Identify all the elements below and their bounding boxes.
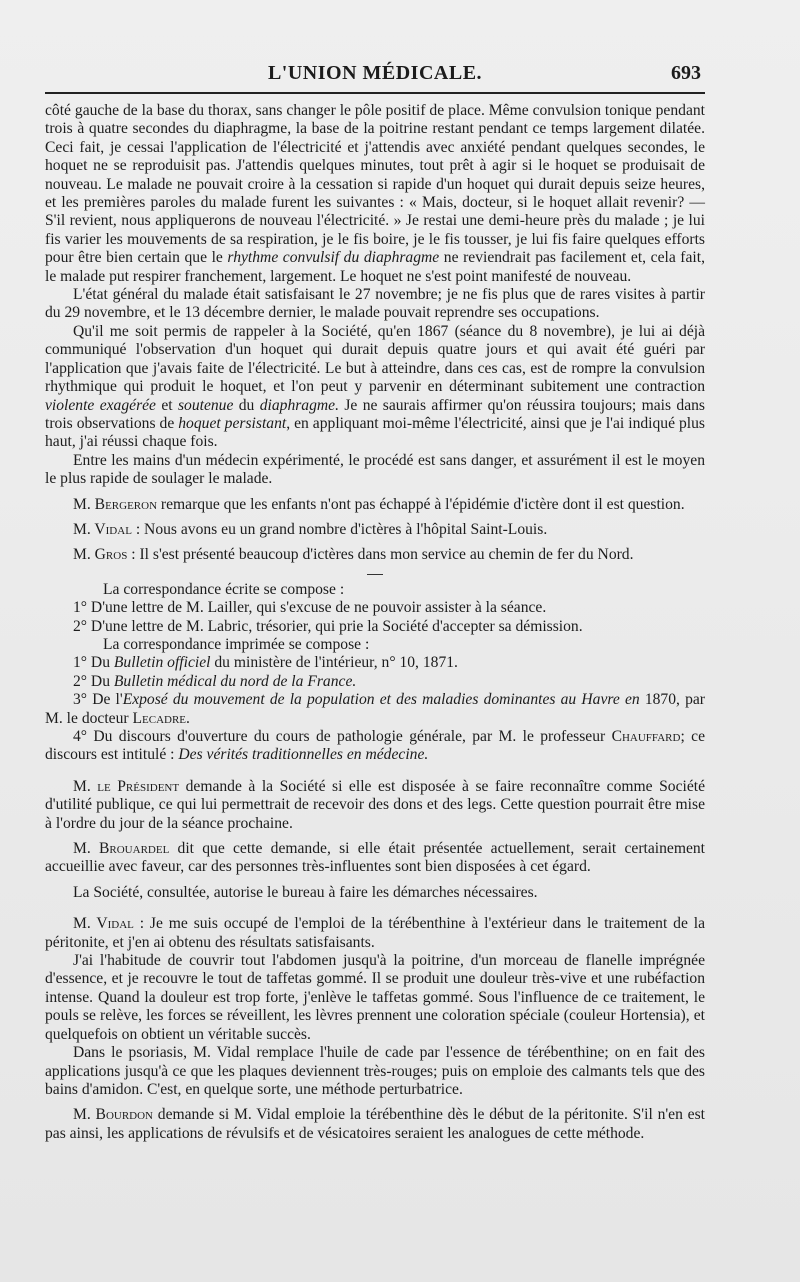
paragraph-text: , en appliquant moi-même l'électricité, ainsi que je l'ai indiqué plus haut, j'ai réussi chaque fois. (45, 414, 705, 451)
remark-text: dit que cette demande, si elle était présentée actuellement, serait certainement accueillie avec faveur, car des personnes très-influentes sont bien disposées à cet égard. (45, 840, 706, 876)
italic-text: violente exagérée (45, 396, 156, 414)
printed-item-2 (45, 673, 705, 691)
remark-text: demande si M. Vidal emploie la térébenthine dès le début de la péritonite. S'il n'en est pas ainsi, les applications de révulsifs et de vésicatoires seraient les analogues de cette méthode. (45, 1106, 705, 1142)
speaker-name: M. Vidal (73, 520, 132, 538)
written-item-1: 1° D'une lettre de M. Lailler, qui s'excuse de ne pouvoir assister à la séance. (73, 599, 547, 617)
paragraph-text: du (233, 396, 260, 414)
italic-text: Bulletin officiel (113, 654, 211, 672)
printed-item-3 (45, 691, 705, 728)
speaker-name: M. Gros (73, 546, 128, 564)
paragraph-text: ne reviendrait pas facilement et, cela fait, le malade put respirer franchement, largement. Le hoquet ne s'est point manifesté de nouveau. (45, 249, 705, 285)
printed-item-4 (45, 728, 705, 765)
paragraph-flannel-method: J'ai l'habitude de couvrir tout l'abdomen jusqu'à la poitrine, d'un morceau de flanelle imprégnée d'essence, et je recouvre le tout de taffetas gommé. Il se produit une douleur très-vive et une rubéfaction intense. Quand la douleur est trop forte, j'enlève le taffetas gommé. Sous l'influence de ce traitement, le pouls se relève, les forces se réveillent, les lèvres prennent une coloration spéciale (couleur Hortensia), et quelquefois on obtient un véritable succès. (45, 952, 705, 1043)
remark-vidal-terebenthine (45, 915, 705, 952)
author-name: Lecadre (132, 709, 187, 727)
item-text: ; ce discours est intitulé : (45, 728, 706, 764)
printed-item-1 (45, 654, 705, 672)
paragraph-psoriasis: Dans le psoriasis, M. Vidal remplace l'huile de cade par l'essence de térébenthine; on en fait des applications jusqu'à ce que les plaques deviennent très-rouges; puis on emploie des calmants tels que des bains d'amidon. C'est, en quelque sorte, une méthode perturbatrice. (45, 1044, 705, 1098)
paragraph-text: Qu'il me soit permis de rappeler à la Société, qu'en 1867 (séance du 8 novembre), je lui ai déjà communiqué l'observation d'un hoquet qui durait depuis quatre jours et qui avait été guéri par l'application que j'avais faite de l'électricité. Le but à atteindre, dans ces cas, est de rompre la convulsion rhythmique qui produit le hoquet, et l'on peut y parvenir en déterminant subitement une contraction (45, 322, 705, 396)
printed-correspondence-heading: La correspondance imprimée se compose : (103, 635, 370, 653)
paragraph-electricity-treatment (45, 102, 705, 286)
section-separator (367, 574, 383, 575)
item-text: 4° Du discours d'ouverture du cours de pathologie générale, par M. le professeur (73, 728, 612, 745)
item-text: du ministère de l'intérieur, n° 10, 1871. (210, 654, 458, 672)
remark-text: remarque que les enfants n'ont pas échappé à l'épidémie d'ictère dont il est question. (157, 495, 685, 513)
item-text: . (186, 709, 190, 727)
italic-text: Exposé du mouvement de la population et des maladies dominantes au Havre en (122, 691, 640, 709)
item-text: 1870, par M. le docteur (45, 691, 705, 727)
paragraph-text: côté gauche de la base du thorax, sans changer le pôle positif de place. Même convulsion tonique pendant trois à quatre secondes du diaphragme, la base de la poitrine restant pendant ce temps largement dilatée. Ceci fait, je cessai l'application de l'électricité et j'attendis avec anxiété pendant quelques secondes, le hoquet ne se reproduisit pas. J'attendis quelques minutes, tout prêt à agir si le hoquet se produisait de nouveau. Le malade ne pouvait croire à la cessation si rapide d'un hoquet qui durait depuis seize heures, et les premières paroles du malade furent les suivantes : « Mais, docteur, si le hoquet allait revenir? — S'il revient, nous appliquerons de nouveau l'électricité. » Je restai une demi-heure près du malade ; je lui fis varier les mouvements de sa respiration, je le fis boire, je le fis tousser, je lui fis faire quelques efforts pour être bien certain que le (45, 102, 705, 267)
italic-text: Bulletin médical du nord de la France. (113, 672, 357, 690)
paragraph-previous-observation (45, 323, 705, 452)
remark-text: : Je me suis occupé de l'emploi de la térébenthine à l'extérieur dans le traitement de la péritonite, et j'en ai obtenu des résultats satisfaisants. (45, 915, 705, 951)
paragraph-text: Je ne saurais affirmer qu'on réussira toujours; mais dans trois observations de (45, 396, 705, 432)
italic-text: rhythme convulsif du diaphragme (227, 249, 440, 267)
written-item-2: 2° D'une lettre de M. Labric, trésorier, qui prie la Société d'accepter sa démission. (73, 617, 583, 635)
italic-text: hoquet persistant (178, 414, 287, 432)
italic-text: diaphragme. (259, 396, 339, 414)
page-number: 693 (671, 62, 701, 84)
item-text: 1° Du (73, 654, 114, 672)
remark-brouardel (45, 840, 705, 877)
italic-text: soutenue (177, 396, 234, 414)
speaker-name: M. le Président (73, 777, 180, 795)
speaker-name: M. Brouardel (73, 840, 170, 858)
speaker-name: M. Bergeron (73, 495, 158, 513)
italic-text: Des vérités traditionnelles en médecine. (178, 746, 429, 764)
paragraph-text: et (155, 396, 178, 414)
remark-president (45, 778, 705, 833)
author-name: Chauffard (611, 728, 681, 745)
journal-title: L'UNION MÉDICALE. (267, 62, 483, 84)
remark-text: : Nous avons eu un grand nombre d'ictères à l'hôpital Saint-Louis. (131, 520, 548, 538)
running-header (45, 58, 705, 94)
paragraph-general-state: L'état général du malade était satisfaisant le 27 novembre; je ne fis plus que de rares visites à partir du 29 novembre, et le 13 décembre dernier, le malade pouvait reprendre ses occupations. (45, 286, 705, 322)
speaker-name: M. Bourdon (73, 1106, 153, 1124)
remark-text: demande à la Société si elle est disposée à se faire reconnaître comme Société d'utilité publique, ce qui lui permettrait de recevoir des dons et des legs. Cette question pourrait être mise à l'ordre du jour de la séance prochaine. (45, 777, 705, 832)
item-text: 2° Du (73, 672, 114, 690)
item-text: 3° De l' (73, 691, 123, 709)
article-body (45, 102, 705, 1143)
paragraph-conclusion: Entre les mains d'un médecin expérimenté, le procédé est sans danger, et assurément il est le moyen le plus rapide de soulager le malade. (45, 451, 705, 488)
remark-bourdon (45, 1106, 705, 1143)
remark-text: : Il s'est présenté beaucoup d'ictères dans mon service au chemin de fer du Nord. (127, 546, 634, 564)
society-decision: La Société, consultée, autorise le bureau à faire les démarches nécessaires. (73, 883, 538, 901)
remark-bergeron (45, 496, 705, 514)
remark-vidal (45, 521, 705, 539)
speaker-name: M. Vidal (73, 915, 134, 933)
written-correspondence-heading: La correspondance écrite se compose : (103, 580, 345, 598)
remark-gros (45, 546, 705, 564)
